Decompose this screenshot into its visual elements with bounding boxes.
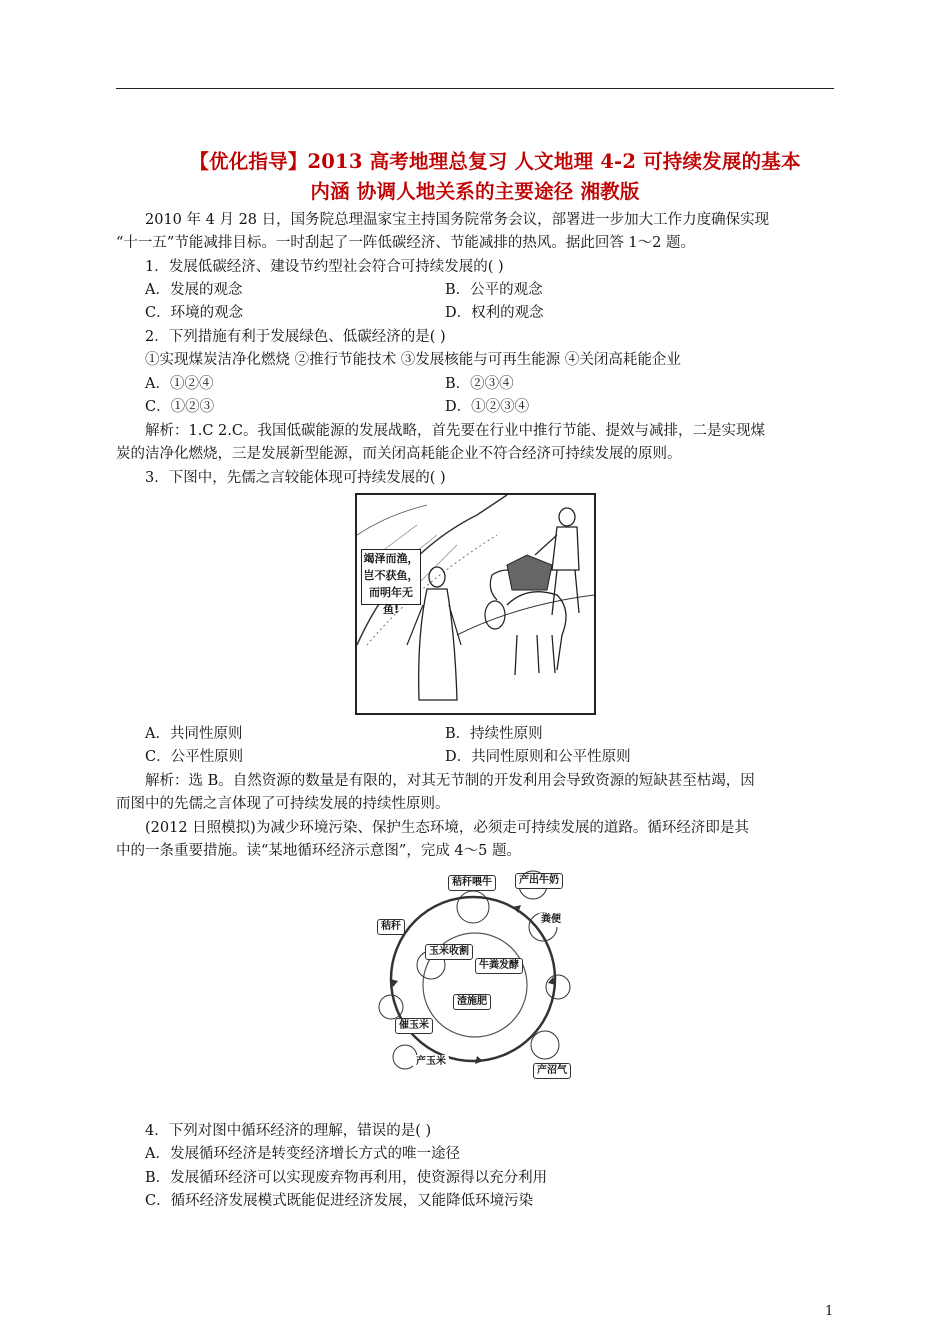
scholar-speech-bubble <box>361 549 421 616</box>
q2-option-a: A．①②④ <box>145 376 214 392</box>
circular-economy-diagram <box>363 867 583 1089</box>
bubble-line3: 而明年无鱼! <box>369 586 413 616</box>
answer-12-line2: 炭的洁净化燃烧，三是发展新型能源，而关闭高耗能企业不符合经济可持续发展的原则。 <box>116 446 682 462</box>
q3-option-b: B．持续性原则 <box>445 726 543 742</box>
q2-option-c: C．①②③ <box>145 399 215 415</box>
q4-option-c: C．循环经济发展模式既能促进经济发展，又能降低环境污染 <box>145 1193 534 1209</box>
q1-stem: 1．发展低碳经济、建设节约型社会符合可持续发展的( ) <box>145 259 504 275</box>
label-straw-feed-cattle: 秸秆喂牛 <box>448 875 496 891</box>
label-produce-milk: 产出牛奶 <box>515 873 563 889</box>
bubble-line1: 竭泽而渔， <box>363 552 419 565</box>
q1-option-c: C．环境的观念 <box>145 305 244 321</box>
q3-stem: 3．下图中，先儒之言较能体现可持续发展的( ) <box>145 470 446 486</box>
q2-stem: 2．下列措施有利于发展绿色、低碳经济的是( ) <box>145 329 446 345</box>
q3-option-c: C．公平性原则 <box>145 749 244 765</box>
q2-option-b: B．②③④ <box>445 376 514 392</box>
intro-45-line2: 中的一条重要措施。读“某地循环经济示意图”，完成 4～5 题。 <box>116 843 521 859</box>
label-corn-harvest: 玉米收割 <box>425 944 473 960</box>
intro-line2: “十一五”节能减排目标。一时刮起了一阵低碳经济、节能减排的热风。据此回答 1～2 题。 <box>116 235 695 251</box>
q3-option-a: A．共同性原则 <box>145 726 243 742</box>
q3-option-d: D．共同性原则和公平性原则 <box>445 749 631 765</box>
intro-line1: 2010 年 4 月 28 日，国务院总理温家宝主持国务院常务会议，部署进一步加大工作力度确保实现 <box>145 212 770 228</box>
doc-title-line1: 【优化指导】2013 高考地理总复习 人文地理 4-2 可持续发展的基本 <box>189 150 801 173</box>
q4-option-a: A．发展循环经济是转变经济增长方式的唯一途径 <box>145 1146 460 1162</box>
confucian-scholar-illustration <box>355 493 596 715</box>
answer-3-line1: 解析：选 B。自然资源的数量是有限的，对其无节制的开发利用会导致资源的短缺甚至枯竭，因 <box>145 773 755 789</box>
doc-title-line2: 内涵 协调人地关系的主要途径 湘教版 <box>310 180 640 203</box>
q4-stem: 4．下列对图中循环经济的理解，错误的是( ) <box>145 1123 432 1139</box>
intro-45-line1: (2012 日照模拟)为减少环境污染、保护生态环境，必须走可持续发展的道路。循环经济即是其 <box>145 820 749 836</box>
q1-option-b: B．公平的观念 <box>445 282 543 298</box>
label-straw: 秸秆 <box>377 919 405 935</box>
q2-option-d: D．①②③④ <box>445 399 530 415</box>
bubble-line2: 岂不获鱼， <box>363 569 419 582</box>
header-rule <box>116 88 834 89</box>
q2-items: ①实现煤炭洁净化燃烧 ②推行节能技术 ③发展核能与可再生能源 ④关闭高耗能企业 <box>145 352 681 368</box>
q1-option-a: A．发展的观念 <box>145 282 243 298</box>
label-produce-biogas: 产沼气 <box>533 1063 571 1079</box>
q4-option-b: B．发展循环经济可以实现废弃物再利用，使资源得以充分利用 <box>145 1170 548 1186</box>
page-number: 1 <box>825 1304 834 1319</box>
answer-3-line2: 而图中的先儒之言体现了可持续发展的持续性原则。 <box>116 796 450 812</box>
label-grow-corn: 催玉米 <box>395 1018 433 1034</box>
label-manure-fermentation: 牛粪发酵 <box>475 958 523 974</box>
label-residue-fertilizer: 渣施肥 <box>453 994 491 1010</box>
q1-option-d: D．权利的观念 <box>445 305 544 321</box>
label-produce-corn: 产玉米 <box>413 1055 449 1069</box>
answer-12-line1: 解析：1.C 2.C。我国低碳能源的发展战略，首先要在行业中推行节能、提效与减排，二是实现煤 <box>145 423 765 439</box>
cycle-arrows <box>363 867 583 1089</box>
label-manure: 粪便 <box>538 913 564 927</box>
